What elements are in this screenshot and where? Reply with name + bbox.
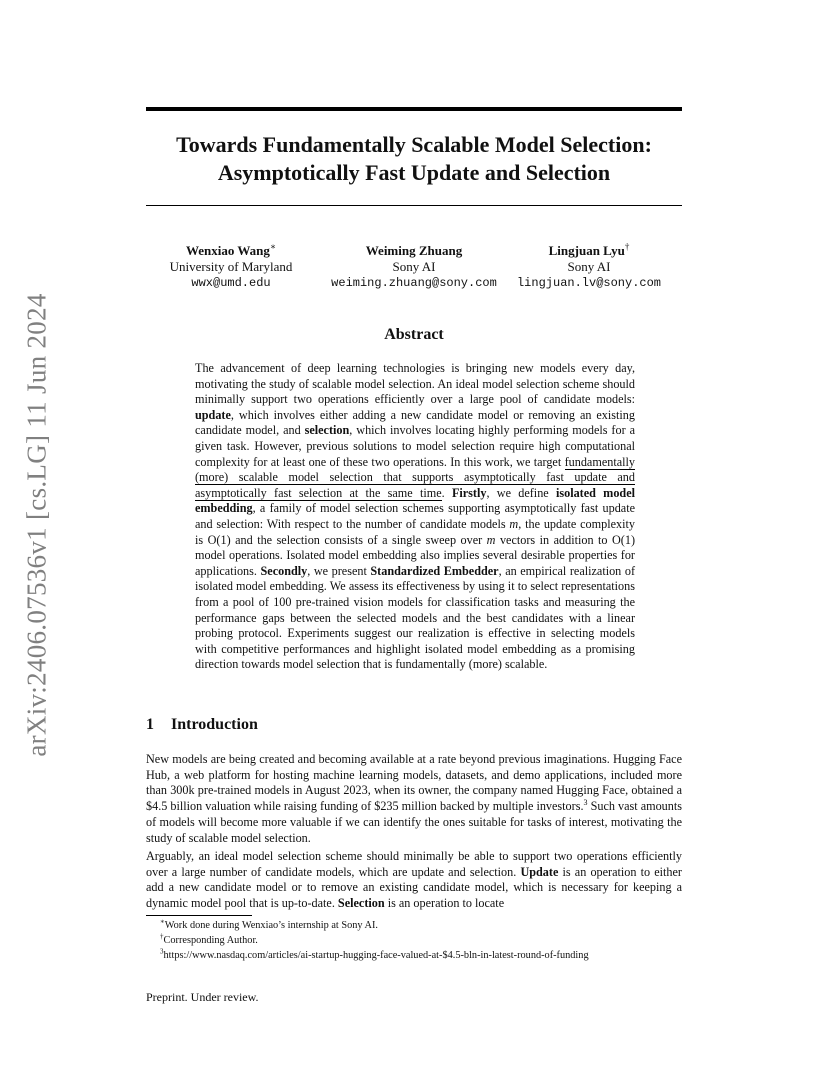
author-3-affiliation: Sony AI [567,259,611,274]
footnote-3: $^3$https://www.nasdaq.com/articles/ai-startup-hugging-face-valued-at-$4.5-bln-in-latest-round-of-funding [160,947,589,961]
author-2-email[interactable]: weiming.zhuang@sony.com [331,276,497,290]
footnote-1: ∗Work done during Wenxiao’s internship at Sony AI. [160,917,378,931]
title-line-2: Asymptotically Fast Update and Selection [217,160,611,185]
title-line-1: Towards Fundamentally Scalable Model Selection: [176,132,652,157]
author-3-mark: † [624,241,630,252]
footnote-ref-3[interactable]: 3 [583,798,588,808]
footnote-2: †Corresponding Author. [160,932,258,946]
section-number: 1 [146,716,154,733]
footnote-3-url[interactable]: https://www.nasdaq.com/articles/ai-startup-hugging-face-valued-at-$4.5-bln-in-latest-round-of-funding [163,950,589,961]
author-2-affiliation: Sony AI [392,259,436,274]
author-2 [319,243,509,291]
section-title: Introduction [171,716,258,733]
arxiv-stamp-text: arXiv:2406.07536v1 [cs.LG] 11 Jun 2024 [21,293,52,757]
abstract-underlined-goal: fundamentally (more) scalable model selection that supports asymptotically fast update and asymptotically fast selection at the same time [195,454,635,500]
author-1 [136,243,326,291]
author-1-name: Wenxiao Wang [185,243,270,258]
author-3-name: Lingjuan Lyu [548,243,625,258]
author-1-mark: ∗ [269,241,277,252]
abstract-heading: Abstract [384,326,444,343]
title-top-rule [146,107,682,111]
title-bottom-rule [146,205,682,206]
abstract-text: The advancement of deep learning technologies is bringing new models every day, motivating the study of scalable model selection. An ideal model selection scheme should minimally support two operations efficiently over a large pool of candidate models: update, which involves either adding a new candidate model or removing an existing candidate model, and selection, which involves locating highly performing models for a given task. However, previous solutions to model selection require high computational complexity for at least one of these two operations. In this work, we target fundamentally (more) scalable model selection that supports asymptotically fast update and asymptotically fast selection at the same time. Firstly, we define isolated model embedding, a family of model selection schemes supporting asymptotically fast update and selection: With respect to the number of candidate models m, the update complexity is O(1) and the selection consists of a single sweep over m vectors in addition to O(1) model operations. Isolated model embedding also implies several desirable properties for applications. Secondly, we present Standardized Embedder, an empirical realization of isolated model embedding. We assess its effectiveness by using it to select representations from a pool of 100 pre-trained vision models for classification tasks and measuring the performance gaps between the selected models and the best candidates with a linear probing protocol. Experiments suggest our realization is effective in selecting models with competitive performances and highlight isolated model embedding as a promising direction towards model selection that is fundamentally (more) scalable. [195,361,635,672]
paper-title [146,131,682,187]
footnote-rule [146,915,252,916]
intro-paragraph-2: Arguably, an ideal model selection scheme should minimally be able to support two operations efficiently over a large number of candidate models, which are update and selection. Update is an operation to either add a new candidate model or to remove an existing candidate model, which is necessary for keeping a dynamic model pool that is up-to-date. Selection is an operation to locate [146,849,682,911]
author-3-email[interactable]: lingjuan.lv@sony.com [516,276,662,290]
author-1-affiliation: University of Maryland [169,259,293,274]
author-2-name: Weiming Zhuang [365,243,463,258]
author-1-email[interactable]: wwx@umd.edu [191,276,271,290]
preprint-notice: Preprint. Under review. [146,990,259,1004]
intro-paragraph-1: New models are being created and becoming available at a rate beyond previous imaginations. Hugging Face Hub, a web platform for hosting machine learning models, datasets, and demo applications, included more than 300k pre-trained models in August 2023, when its owner, the company named Hugging Face, obtained a $4.5 billion valuation while raising funding of $235 million backed by multiple investors.$^3$ Such vast amounts of models will become more valuable if we can identify the ones suitable for tasks of interest, motivating the study of scalable model selection. [146,752,683,845]
section-heading-introduction [146,716,258,734]
footnotes [160,918,682,963]
author-3 [494,243,684,291]
arxiv-stamp [14,290,60,760]
